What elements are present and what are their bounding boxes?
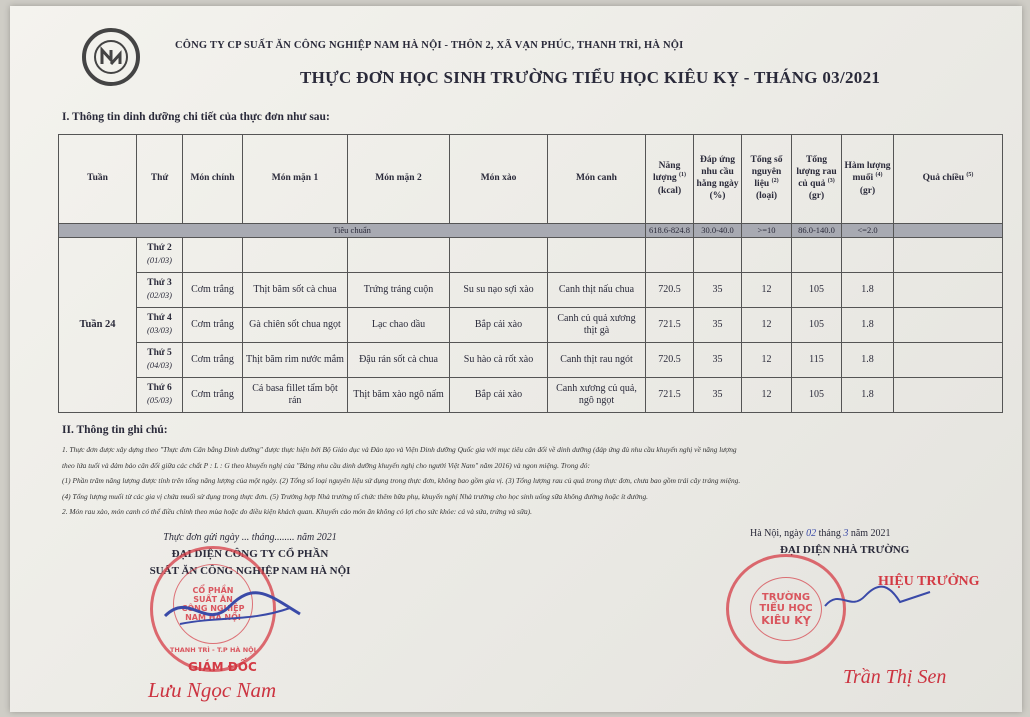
dap-ung-cell: 35 [694,308,742,343]
mon-xao-cell: Bắp cải xào [450,308,548,343]
tong-so-cell: 12 [742,378,792,413]
nang-luong-cell: 721.5 [646,378,694,413]
mon-canh-cell [548,238,646,273]
ham-luong-cell [842,238,894,273]
principal-name: Trần Thị Sen [843,666,947,688]
header-tong-so: Tổng số nguyên liệu $^{(2)}$ (loại) [742,135,792,224]
header-mon-xao: Món xào [450,135,548,224]
mon-chinh-cell: Cơm trắng [183,273,243,308]
mon-canh-cell: Canh thịt nấu chua [548,273,646,308]
principal-title: HIỆU TRƯỞNG [878,574,980,589]
mon-xao-cell [450,238,548,273]
note-line: (4) Tổng lượng muối từ các gia vị chứa muối sử dụng trong thực đơn. (5) Trường hợp Nhà trường tổ chức thêm bữa phụ, khuyến nghị Nhà trường cho học sinh uống sữa không đường hoặc ít đường. [62,491,648,501]
dap-ung-cell: 35 [694,378,742,413]
school-signature-block [750,528,970,556]
company-rep-line-1: ĐẠI DIỆN CÔNG TY CỔ PHẦN [171,548,329,560]
section-2-title: II. Thông tin ghi chú: [62,424,168,436]
table-row [59,273,1003,308]
mon-man-1-cell: Thịt băm rim nước mắm [243,343,348,378]
tong-so-cell: 12 [742,343,792,378]
director-name: Lưu Ngọc Nam [148,678,277,702]
header-dap-ung: Đáp ứng nhu cầu hằng ngày (%) [694,135,742,224]
note-line: theo lứa tuổi và đảm bảo cân đối giữa các chất P : L : G theo khuyến nghị của "Bảng nhu cầu dinh dưỡng khuyến nghị cho người Việt Nam" năm 2016) và ngon miệng. Trong đó: [62,460,590,470]
standard-qua-chieu [894,224,1003,238]
qua-chieu-cell [894,378,1003,413]
header-tong-luong: Tổng lượng rau củ quả $^{(3)}$ (gr) [792,135,842,224]
mon-xao-cell: Bắp cải xào [450,378,548,413]
mon-man-2-cell: Đậu rán sốt cà chua [348,343,450,378]
notes-block [62,442,982,520]
standard-tong-luong: 86.0-140.0 [792,224,842,238]
dap-ung-cell [694,238,742,273]
mon-man-2-cell: Lạc chao dầu [348,308,450,343]
header-mon-man-1: Món mặn 1 [243,135,348,224]
standard-row [59,224,1003,238]
week-label: Tuần 24 [59,238,137,413]
day-cell: Thứ 2 (01/03) [137,238,183,273]
header-nang-luong: Năng lượng $^{(1)}$ (kcal) [646,135,694,224]
day-cell: Thứ 3 (02/03) [137,273,183,308]
nang-luong-cell: 720.5 [646,273,694,308]
header-qua-chieu: Quả chiều $^{(5)}$ [894,135,1003,224]
mon-man-1-cell: Thịt băm sốt cà chua [243,273,348,308]
note-line: 1. Thực đơn được xây dựng theo "Thực đơn Cân bằng Dinh dưỡng" được thực hiện bởi Bộ Giáo dục và Đào tạo và Viện Dinh dưỡng Quốc gia với mục tiêu cân đối về dinh dưỡng (đáp ứng đủ nhu cầu khuyến nghị về năng lượng [62,445,737,454]
day-cell: Thứ 6 (05/03) [137,378,183,413]
header-mon-chinh: Món chính [183,135,243,224]
table-row [59,308,1003,343]
mon-man-2-cell: Trứng tráng cuộn [348,273,450,308]
ham-luong-cell: 1.8 [842,273,894,308]
table-row [59,343,1003,378]
company-stamp: CỔ PHẦN SUẤT ĂN CÔNG NGHIỆP NAM HÀ NỘI THANH TRÌ - T.P HÀ NỘI [150,546,276,672]
page-title: THỰC ĐƠN HỌC SINH TRƯỜNG TIỂU HỌC KIÊU KỴ - THÁNG 03/2021 [300,68,881,87]
ham-luong-cell: 1.8 [842,378,894,413]
standard-tong-so: >=10 [742,224,792,238]
header-thu: Thứ [137,135,183,224]
tong-so-cell [742,238,792,273]
send-date-line: Thực đơn gửi ngày ... tháng........ năm 2021 [163,532,337,543]
standard-dap-ung: 30.0-40.0 [694,224,742,238]
tong-so-cell: 12 [742,308,792,343]
school-stamp: TRƯỜNG TIỂU HỌC KIÊU KỴ [726,554,846,664]
company-header: CÔNG TY CP SUẤT ĂN CÔNG NGHIỆP NAM HÀ NỘI - THÔN 2, XÃ VẠN PHÚC, THANH TRÌ, HÀ NỘI [175,40,684,51]
tong-luong-cell [792,238,842,273]
day-cell: Thứ 4 (03/03) [137,308,183,343]
header-tuan: Tuần [59,135,137,224]
standard-label: Tiêu chuẩn [59,224,646,238]
school-rep: ĐẠI DIỆN NHÀ TRƯỜNG [780,544,910,556]
note-line: (1) Phần trăm năng lượng được tính trên tổng năng lượng của một ngày. (2) Tổng số loại nguyên liệu sử dụng trong thực đơn, không bao gồm gia vị. (3) Tổng lượng rau củ quả trong thực đơn, chưa bao gồm trái cây tráng miệng. [62,476,741,485]
table-row [59,238,1003,273]
day-cell: Thứ 5 (04/03) [137,343,183,378]
dap-ung-cell: 35 [694,273,742,308]
header-mon-canh: Món canh [548,135,646,224]
document-sheet [10,6,1022,712]
dap-ung-cell: 35 [694,343,742,378]
mon-man-1-cell [243,238,348,273]
mon-canh-cell: Canh củ quả xương thịt gà [548,308,646,343]
mon-chinh-cell: Cơm trắng [183,343,243,378]
tong-luong-cell: 105 [792,273,842,308]
mon-chinh-cell [183,238,243,273]
qua-chieu-cell [894,273,1003,308]
ham-luong-cell: 1.8 [842,343,894,378]
tong-luong-cell: 115 [792,343,842,378]
mon-xao-cell: Su su nạo sợi xào [450,273,548,308]
menu-table [58,134,1003,413]
table-row [59,378,1003,413]
mon-man-2-cell [348,238,450,273]
mon-man-2-cell: Thịt băm xào ngô nấm [348,378,450,413]
nang-luong-cell [646,238,694,273]
tong-so-cell: 12 [742,273,792,308]
sign-date-line: Hà Nội, ngày 02 tháng 3 năm 2021 [750,528,891,539]
mon-canh-cell: Canh thịt rau ngót [548,343,646,378]
director-signature-icon [160,586,310,636]
qua-chieu-cell [894,308,1003,343]
director-title: GIÁM ĐỐC [188,660,257,674]
mon-xao-cell: Su hào cà rốt xào [450,343,548,378]
tong-luong-cell: 105 [792,378,842,413]
standard-nang-luong: 618.6-824.8 [646,224,694,238]
header-ham-luong: Hàm lượng muối $^{(4)}$ (gr) [842,135,894,224]
qua-chieu-cell [894,238,1003,273]
mon-man-1-cell: Cá basa fillet tẩm bột rán [243,378,348,413]
mon-canh-cell: Canh xương củ quả, ngô ngọt [548,378,646,413]
nang-luong-cell: 720.5 [646,343,694,378]
tong-luong-cell: 105 [792,308,842,343]
mon-chinh-cell: Cơm trắng [183,378,243,413]
company-rep-line-2: SUẤT ĂN CÔNG NGHIỆP NAM HÀ NỘI [149,565,351,577]
standard-ham-luong: <=2.0 [842,224,894,238]
mon-man-1-cell: Gà chiên sốt chua ngọt [243,308,348,343]
note-line: 2. Món rau xào, món canh có thể điều chỉnh theo mùa hoặc do điều kiện khách quan. Khuyến cáo món ăn không có lợi cho sức khỏe: cá và sứa, trứng và sữa). [62,507,532,516]
mon-chinh-cell: Cơm trắng [183,308,243,343]
nang-luong-cell: 721.5 [646,308,694,343]
header-mon-man-2: Món mặn 2 [348,135,450,224]
logo-mark-icon [90,36,132,78]
company-logo [82,28,140,86]
qua-chieu-cell [894,343,1003,378]
table-header-row [59,135,1003,224]
section-1-title: I. Thông tin dinh dưỡng chi tiết của thực đơn như sau: [62,111,330,123]
ham-luong-cell: 1.8 [842,308,894,343]
